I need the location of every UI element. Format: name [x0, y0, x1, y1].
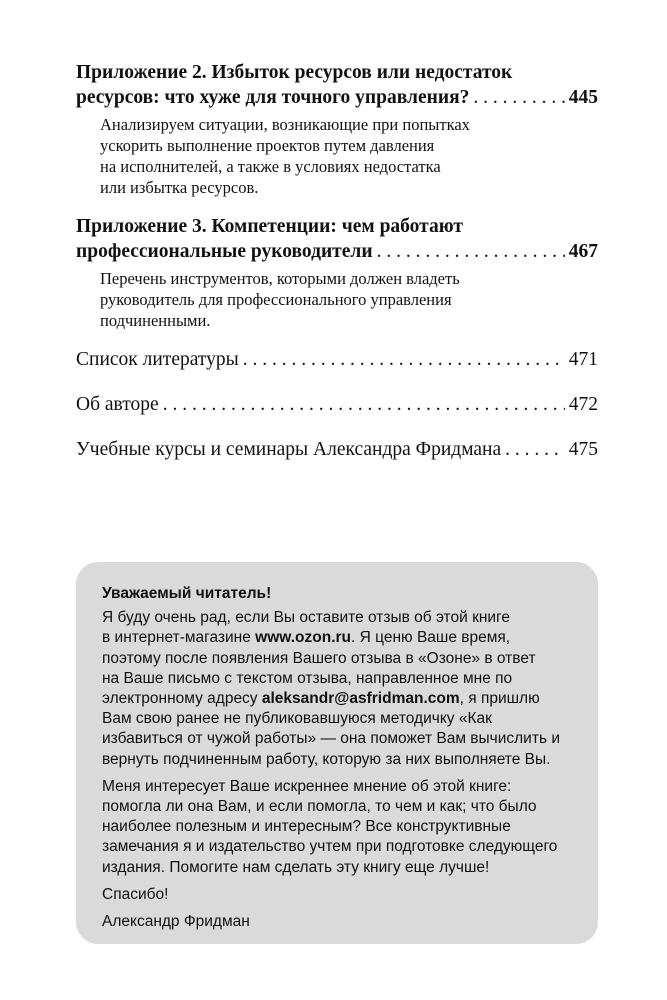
- dot-leader: [243, 347, 565, 372]
- toc-entry-title: Об авторе: [76, 394, 159, 415]
- note-line: издания. Помогите нам сделать эту книгу еще лучше!: [102, 858, 490, 876]
- toc-entry-title: [76, 214, 598, 239]
- toc-page-number: 475: [568, 439, 598, 460]
- toc-entry-title-line: профессиональные руководители: [76, 241, 373, 262]
- note-line: наиболее полезным и интересным? Все конструктивные: [102, 818, 511, 836]
- ozon-link[interactable]: www.ozon.ru: [255, 629, 352, 647]
- toc-page-number: 467: [568, 241, 598, 262]
- note-line: замечания я и издательство учтем при подготовке следующего: [102, 838, 558, 856]
- toc-entry-title-row: [76, 392, 598, 417]
- note-signature: Александр Фридман: [102, 913, 250, 931]
- dot-leader: [505, 437, 565, 462]
- table-of-contents: [76, 60, 598, 482]
- note-line: [102, 628, 580, 648]
- toc-entry-title-line: Приложение 3. Компетенции: чем работают: [76, 216, 463, 237]
- note-line: Вам свою ранее не публиковавшуюся методичку «Как: [102, 710, 492, 728]
- note-text: , я пришлю: [459, 690, 540, 708]
- note-thanks: Спасибо!: [102, 885, 169, 903]
- toc-entry-description: [100, 114, 598, 198]
- toc-entry-appendix-3[interactable]: [76, 214, 598, 331]
- note-paragraph: [102, 777, 580, 878]
- toc-entry-title-row: [76, 85, 598, 110]
- note-text: . Я ценю Ваше время,: [351, 629, 511, 647]
- toc-entry-title-line: Приложение 2. Избыток ресурсов или недостаток: [76, 62, 513, 83]
- note-line: поэтому после появления Вашего отзыва в «Озоне» в ответ: [102, 649, 536, 667]
- note-line: [102, 689, 580, 709]
- note-line: избавиться от чужой работы» — она поможет Вам вычислить и: [102, 730, 560, 748]
- toc-entry-bibliography[interactable]: [76, 347, 598, 372]
- note-line: Я буду очень рад, если Вы оставите отзыв об этой книге: [102, 609, 510, 627]
- toc-entry-title: [76, 60, 598, 85]
- toc-page-number: 472: [568, 394, 598, 415]
- description-line: или избытка ресурсов.: [100, 178, 259, 197]
- toc-entry-description: [100, 268, 598, 331]
- note-line: Меня интересует Ваше искреннее мнение об этой книге:: [102, 777, 512, 795]
- toc-entry-title-line: ресурсов: что хуже для точного управления?: [76, 87, 470, 108]
- note-line: на Ваше письмо с текстом отзыва, направленное мне по: [102, 669, 513, 687]
- note-text: в интернет-магазине: [102, 629, 256, 647]
- toc-entry-title-row: [76, 437, 598, 462]
- dot-leader: [473, 85, 564, 110]
- description-line: Перечень инструментов, которыми должен владеть: [100, 269, 460, 288]
- toc-entry-about-author[interactable]: [76, 392, 598, 417]
- toc-entry-title-row: [76, 347, 598, 372]
- dot-leader: [163, 392, 565, 417]
- reader-note-box: [76, 562, 598, 944]
- description-line: руководитель для профессионального управления: [100, 290, 452, 309]
- note-paragraph: [102, 608, 580, 770]
- toc-entry-appendix-2[interactable]: [76, 60, 598, 198]
- description-line: ускорить выполнение проектов путем давления: [100, 136, 435, 155]
- description-line: Анализируем ситуации, возникающие при попытках: [100, 115, 470, 134]
- toc-page-number: 471: [568, 349, 598, 370]
- dot-leader: [377, 239, 565, 264]
- note-line: вернуть подчиненным работу, которую за них выполняете Вы.: [102, 750, 551, 768]
- toc-entry-courses[interactable]: [76, 437, 598, 462]
- note-heading: Уважаемый читатель!: [102, 585, 272, 602]
- description-line: подчиненными.: [100, 311, 211, 330]
- toc-entry-title-row: [76, 239, 598, 264]
- note-line: помогла ли она Вам, и если помогла, то чем и как; что было: [102, 798, 537, 816]
- email-link[interactable]: aleksandr@asfridman.com: [261, 690, 460, 708]
- description-line: на исполнителей, а также в условиях недостатка: [100, 157, 441, 176]
- toc-page-number: 445: [568, 87, 598, 108]
- toc-entry-title: Список литературы: [76, 349, 239, 370]
- note-text: электронному адресу: [102, 690, 262, 708]
- toc-entry-title: Учебные курсы и семинары Александра Фридмана: [76, 439, 502, 460]
